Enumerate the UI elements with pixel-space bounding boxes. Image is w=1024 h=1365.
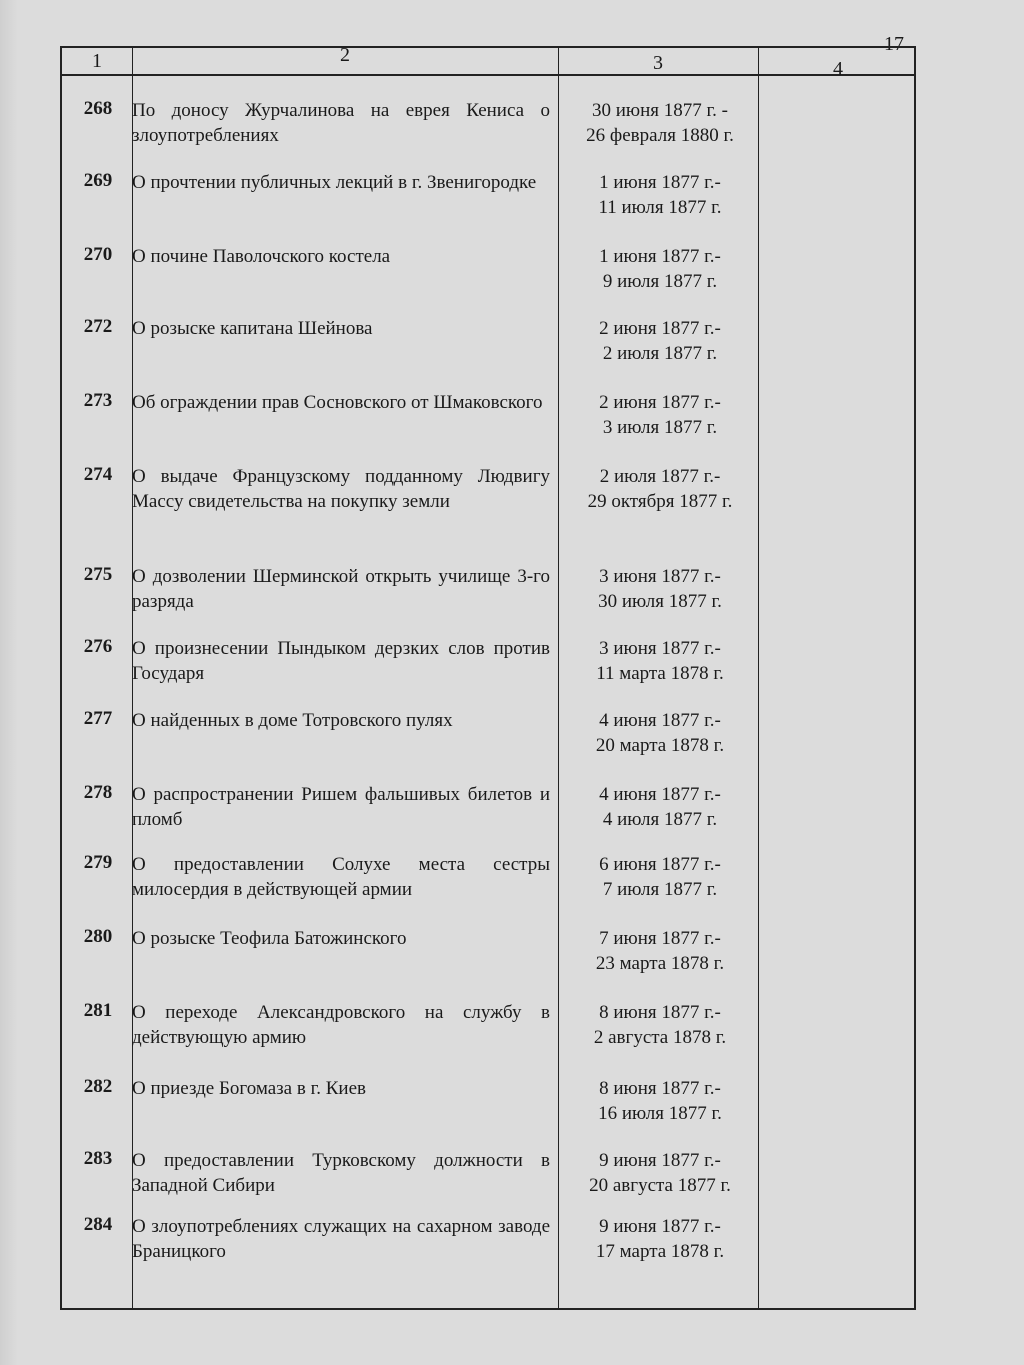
case-title: Об ограждении прав Сосновского от Шмаковского xyxy=(132,392,543,413)
case-number: 268 xyxy=(83,98,113,119)
case-title: О почине Паволочского костела xyxy=(132,246,391,267)
date-from: 3 июня 1877 г.- xyxy=(599,566,721,587)
date-from: 30 июня 1877 г. - xyxy=(592,100,728,121)
case-number: 273 xyxy=(83,390,113,411)
case-title: О приезде Богомаза в г. Киев xyxy=(132,1078,366,1099)
date-from: 9 июня 1877 г.- xyxy=(599,1150,721,1171)
case-dates xyxy=(560,316,760,366)
date-from: 2 июля 1877 г.- xyxy=(599,466,721,487)
case-title: О розыске Теофила Батожинского xyxy=(132,928,407,949)
case-number: 274 xyxy=(83,464,113,485)
date-to: 7 июля 1877 г. xyxy=(602,879,718,900)
case-number: 282 xyxy=(83,1076,113,1097)
case-number: 283 xyxy=(83,1148,113,1169)
case-number: 272 xyxy=(83,316,113,337)
date-from: 8 июня 1877 г.- xyxy=(599,1078,721,1099)
case-dates xyxy=(560,1000,760,1050)
archive-table xyxy=(60,46,916,1310)
date-to: 17 марта 1878 г. xyxy=(595,1241,725,1262)
case-title: О предоставлении Турковскому должности в Западной Сибири xyxy=(132,1150,550,1196)
date-to: 4 июля 1877 г. xyxy=(602,809,718,830)
date-to: 11 июля 1877 г. xyxy=(598,197,722,218)
date-to: 2 августа 1878 г. xyxy=(593,1027,727,1048)
case-title: О распространении Ришем фальшивых билетов и пломб xyxy=(132,784,550,830)
date-to: 23 марта 1878 г. xyxy=(595,953,725,974)
header-col-2: 2 xyxy=(340,44,350,66)
date-from: 1 июня 1877 г.- xyxy=(599,172,721,193)
header-col-1: 1 xyxy=(92,50,102,72)
case-number: 280 xyxy=(83,926,113,947)
date-to: 9 июля 1877 г. xyxy=(602,271,718,292)
date-to: 2 июля 1877 г. xyxy=(602,343,718,364)
date-from: 1 июня 1877 г.- xyxy=(599,246,721,267)
case-number: 279 xyxy=(83,852,113,873)
case-title: О прочтении публичных лекций в г. Звенигородке xyxy=(132,172,537,193)
date-to: 26 февраля 1880 г. xyxy=(586,125,734,146)
case-title: По доносу Журчалинова на еврея Кениса о злоупотреблениях xyxy=(132,100,550,146)
case-dates xyxy=(560,98,760,148)
case-title: О дозволении Шерминской открыть училище 3-го разряда xyxy=(132,566,550,612)
date-to: 3 июля 1877 г. xyxy=(602,417,718,438)
case-title: О произнесении Пындыком дерзких слов против Государя xyxy=(132,638,550,684)
case-title: О переходе Александровского на службу в действующую армию xyxy=(132,1002,550,1048)
case-dates xyxy=(560,1076,760,1126)
case-title: О найденных в доме Тотровского пулях xyxy=(132,710,453,731)
case-number: 276 xyxy=(83,636,113,657)
date-from: 8 июня 1877 г.- xyxy=(599,1002,721,1023)
date-from: 4 июня 1877 г.- xyxy=(599,710,721,731)
case-dates xyxy=(560,170,760,220)
case-number: 270 xyxy=(83,244,113,265)
case-dates xyxy=(560,852,760,902)
date-from: 9 июня 1877 г.- xyxy=(599,1216,721,1237)
case-dates xyxy=(560,1148,760,1198)
page-edge xyxy=(0,0,18,1365)
case-dates xyxy=(560,244,760,294)
case-dates xyxy=(560,390,760,440)
case-title: О злоупотреблениях служащих на сахарном заводе Браницкого xyxy=(132,1216,550,1262)
case-number: 275 xyxy=(83,564,113,585)
date-to: 20 августа 1877 г. xyxy=(589,1175,731,1196)
case-number: 278 xyxy=(83,782,113,803)
case-number: 269 xyxy=(83,170,113,191)
date-from: 4 июня 1877 г.- xyxy=(599,784,721,805)
date-to: 16 июля 1877 г. xyxy=(598,1103,722,1124)
case-title: О розыске капитана Шейнова xyxy=(132,318,373,339)
case-title: О предоставлении Солухе места сестры милосердия в действующей армии xyxy=(132,854,550,900)
case-dates xyxy=(560,708,760,758)
case-dates xyxy=(560,782,760,832)
case-dates xyxy=(560,464,760,514)
case-dates xyxy=(560,636,760,686)
case-number: 281 xyxy=(83,1000,113,1021)
header-col-3: 3 xyxy=(653,52,663,74)
page-number: 17 xyxy=(884,33,904,55)
date-from: 2 июня 1877 г.- xyxy=(599,392,721,413)
date-from: 7 июня 1877 г.- xyxy=(599,928,721,949)
header-col-4: 4 xyxy=(833,58,843,80)
case-title: О выдаче Французскому подданному Людвигу Массу свидетельства на покупку земли xyxy=(132,466,550,512)
date-to: 11 марта 1878 г. xyxy=(596,663,724,684)
case-number: 284 xyxy=(83,1214,113,1235)
date-to: 29 октября 1877 г. xyxy=(587,491,733,512)
case-number: 277 xyxy=(83,708,113,729)
column-divider xyxy=(558,48,559,1308)
case-dates xyxy=(560,1214,760,1264)
case-dates xyxy=(560,564,760,614)
date-from: 3 июня 1877 г.- xyxy=(599,638,721,659)
date-from: 6 июня 1877 г.- xyxy=(599,854,721,875)
date-to: 20 марта 1878 г. xyxy=(595,735,725,756)
date-to: 30 июля 1877 г. xyxy=(598,591,722,612)
case-dates xyxy=(560,926,760,976)
date-from: 2 июня 1877 г.- xyxy=(599,318,721,339)
